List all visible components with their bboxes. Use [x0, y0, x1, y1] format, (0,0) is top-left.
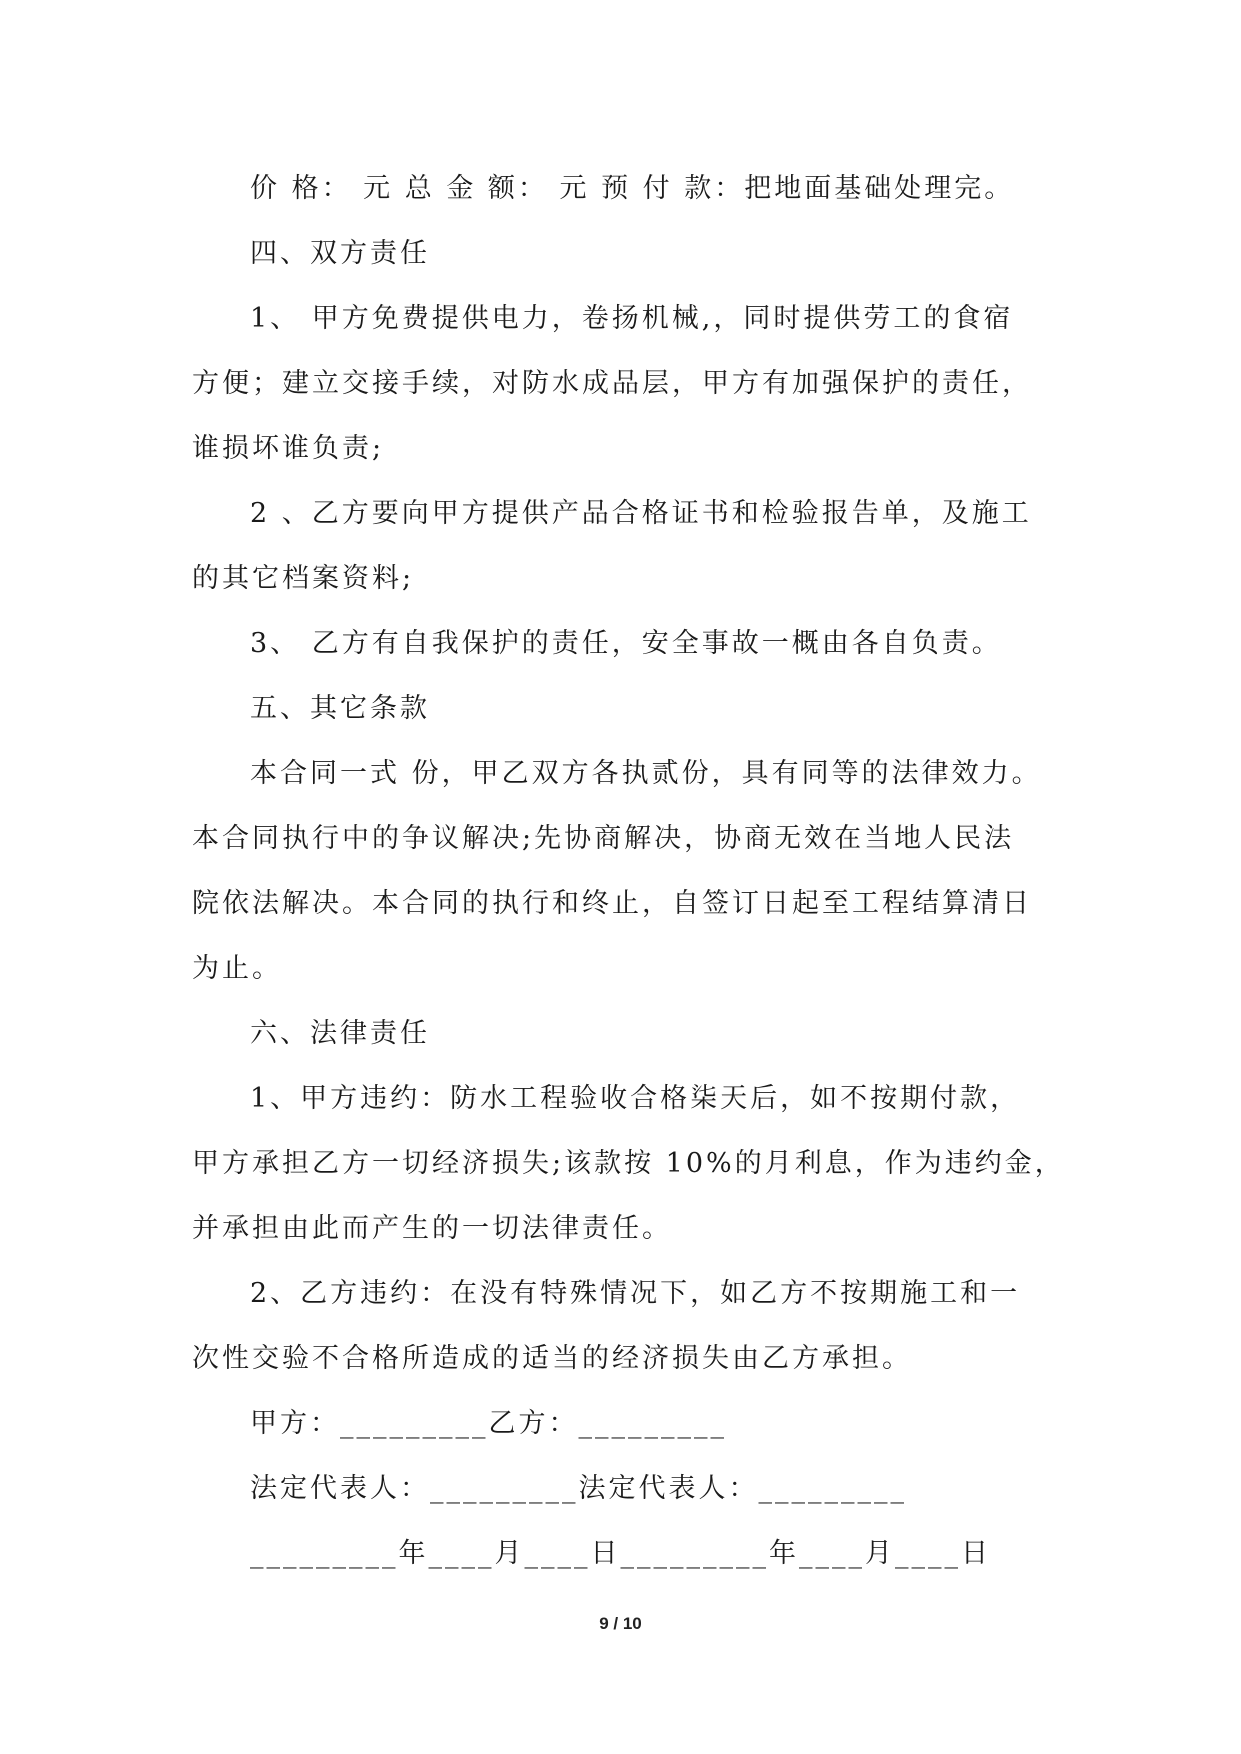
clause-text: 3、 乙方有自我保护的责任，安全事故一概由各自负责。	[250, 628, 1002, 659]
price-line: 价 格： 元 总 金 额： 元 预 付 款：把地面基础处理完。	[250, 173, 1015, 204]
section-heading-responsibilities: 四、双方责任	[250, 238, 430, 269]
clause-text: 1、 甲方免费提供电力，卷扬机械,，同时提供劳工的食宿	[250, 303, 1014, 334]
clause-text: 的其它档案资料;	[192, 563, 415, 594]
clause-text: 次性交验不合格所造成的适当的经济损失由乙方承担。	[192, 1343, 912, 1374]
clause-text: 2、乙方违约：在没有特殊情况下，如乙方不按期施工和一	[250, 1278, 1021, 1309]
clause-text: 2 、乙方要向甲方提供产品合格证书和检验报告单，及施工	[250, 498, 1032, 529]
paragraph-text: 院依法解决。本合同的执行和终止，自签订日起至工程结算清日	[192, 888, 1032, 919]
paragraph-text: 本合同一式 份，甲乙双方各执贰份，具有同等的法律效力。	[250, 758, 1042, 789]
signature-parties-line: 甲方：_________乙方：_________	[250, 1408, 727, 1439]
document-body	[192, 156, 1065, 1586]
section-heading-other-terms: 五、其它条款	[250, 693, 430, 724]
section-heading-legal-liability: 六、法律责任	[250, 1018, 430, 1049]
clause-text: 方便；建立交接手续，对防水成品层，甲方有加强保护的责任，	[192, 368, 1032, 399]
clause-text: 1、甲方违约：防水工程验收合格柒天后，如不按期付款，	[250, 1083, 1021, 1114]
paragraph-text: 本合同执行中的争议解决;先协商解决，协商无效在当地人民法	[192, 823, 1015, 854]
signature-dates-line: _________年____月____日_________年____月____日	[250, 1538, 991, 1569]
signature-representatives-line: 法定代表人：_________法定代表人：_________	[250, 1473, 907, 1504]
clause-text: 谁损坏谁负责;	[192, 433, 385, 464]
paragraph-text: 为止。	[192, 953, 282, 984]
clause-text: 并承担由此而产生的一切法律责任。	[192, 1213, 672, 1244]
page-number: 9 / 10	[599, 1614, 642, 1633]
clause-text: 甲方承担乙方一切经济损失;该款按 10%的月利息，作为违约金，	[192, 1148, 1065, 1179]
